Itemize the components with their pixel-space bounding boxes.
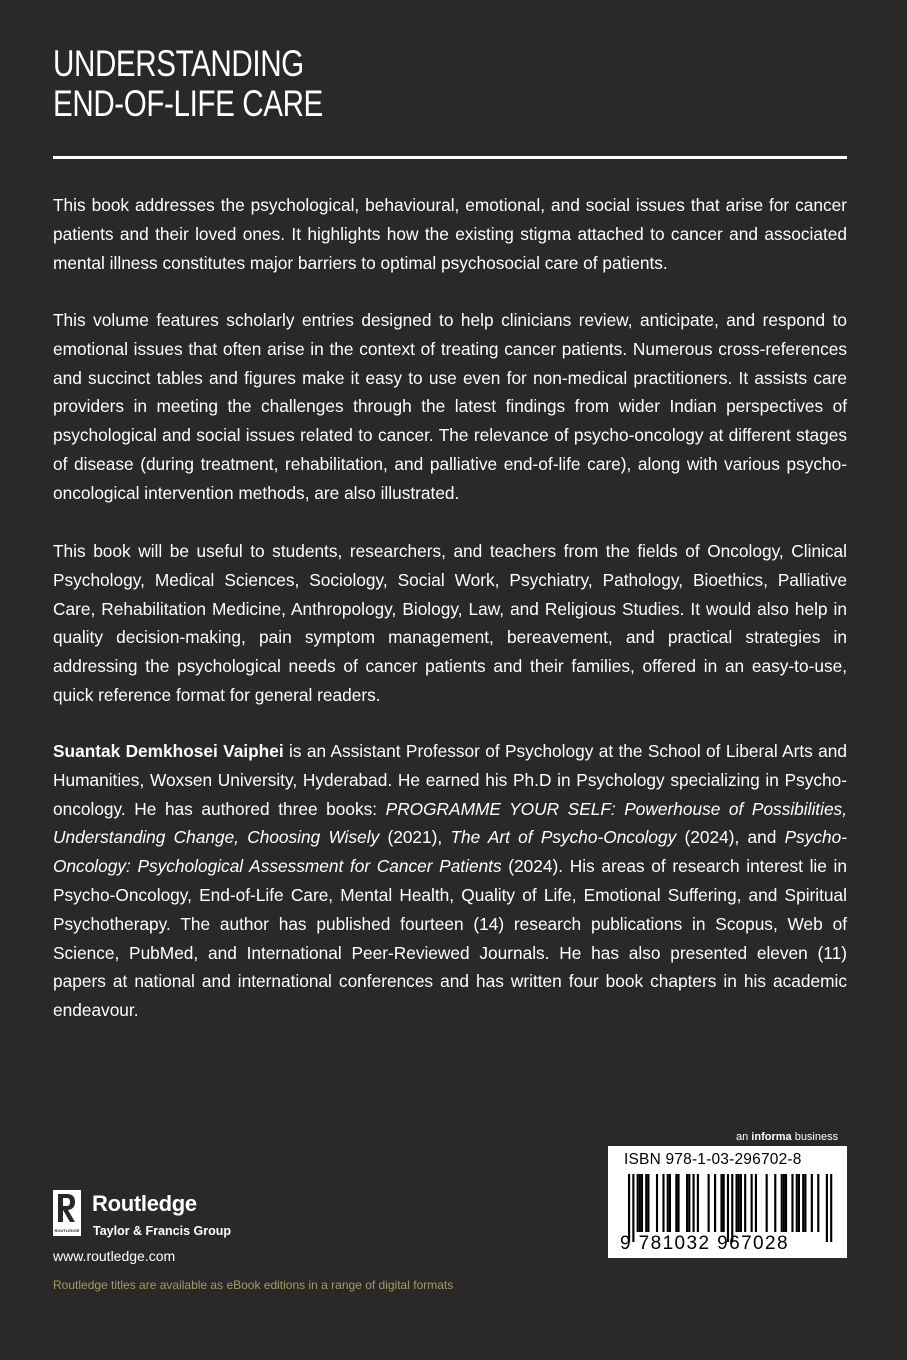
author-bio [53,737,847,1025]
barcode-bar [641,1174,643,1232]
barcode-bar [738,1174,740,1232]
author-name: Suantak Demkhosei Vaiphei [53,741,284,761]
isbn-barcode [608,1146,847,1258]
barcode-bar [667,1174,669,1232]
barcode-bar [639,1174,641,1232]
barcode-bar [736,1174,738,1232]
barcode-bar [686,1174,688,1232]
informa-business-tag [736,1131,838,1143]
author-bio-text-4: (2024). His areas of research interest lie in Psycho-Oncology, End-of-Life Care, Mental Health, Quality of Life, Emotional Suffering, and Spiritual Psychotherapy. The author has published fourteen (14) research publications in Scopus, Web of Science, PubMed, and International Peer-Reviewed Journals. He has also presented eleven (11) papers at national and international conferences and has written four book chapters in his academic endeavour. [53,856,847,1021]
author-book-2: The Art of Psycho-Oncology [450,827,677,848]
barcode-bar [802,1174,804,1232]
publisher-group: Taylor & Francis Group [93,1224,231,1238]
barcode-bar [693,1174,695,1232]
barcode-bar [677,1174,679,1232]
routledge-logo-icon [53,1190,81,1236]
barcode-digits [620,1233,789,1255]
barcode-bar [781,1174,783,1232]
barcode-bar [645,1174,647,1232]
description-paragraph-1: This book addresses the psychological, behavioural, emotional, and social issues that arise for cancer patients and their loved ones. It highlights how the existing stigma attached to cancer and associated mental illness constitutes major barriers to optimal psychosocial care of patients. [53,195,847,273]
barcode-bar [774,1174,776,1232]
barcode-bar [662,1174,664,1232]
barcode-guard-bar [731,1174,733,1242]
publisher-name: Routledge [92,1191,197,1216]
barcode-bar [720,1174,722,1232]
barcode-bar [783,1174,785,1232]
description-paragraph-3: This book will be useful to students, researchers, and teachers from the fields of Oncology, Clinical Psychology, Medical Sciences, Sociology, Social Work, Psychiatry, Pathology, Bioethics, Palliative Care, Rehabilitation Medicine, Anthropology, Biology, Law, and Religious Studies. It would also help in quality decision-making, pain symptom management, bereavement, and practical strategies in addressing the psychological needs of cancer patients and their families, offered in an easy-to-use, quick reference format for general readers. [53,541,847,705]
informa-prefix: an [736,1131,752,1143]
barcode-bar [755,1174,757,1232]
barcode-bar [647,1174,649,1232]
barcode-bar [796,1174,798,1232]
informa-suffix: business [791,1131,839,1143]
barcode-bar [697,1174,699,1232]
book-title-line-1: UNDERSTANDING [53,43,304,84]
description-paragraph-2: This volume features scholarly entries designed to help clinicians review, anticipate, and respond to emotional issues that often arise in the context of treating cancer patients. Numerous cross-references and succinct tables and figures make it easy to use even for non-medical practitioners. It assists care providers in meeting the challenges through the latest findings from wider Indian perspectives of psychological and social issues related to cancer. The relevance of psycho-oncology at different stages of disease (during treatment, rehabilitation, and palliative end-of-life care), along with various psycho-oncological intervention methods, are also illustrated. [53,310,847,503]
barcode-bar [714,1174,716,1232]
barcode-bar [791,1174,793,1232]
barcode-bar [817,1174,819,1232]
barcode-guard-bar [628,1174,630,1242]
author-bio-text-3: (2024), and [676,827,785,848]
title-divider [53,156,847,159]
barcode-guard-bar [826,1174,828,1242]
barcode-bar [766,1174,768,1232]
barcode-digits-right: 967028 [717,1233,789,1254]
barcode-bar [811,1174,813,1232]
author-bio-text-2: (2021), [379,827,451,848]
informa-brand: informa [751,1131,792,1143]
barcode-bar [740,1174,742,1232]
barcode-guard-bar [632,1174,634,1242]
barcode-bar [656,1174,658,1232]
barcode-bar [751,1174,753,1232]
barcode-bar [804,1174,806,1232]
barcode-bar [723,1174,725,1232]
author-bio-text-1: is an Assistant Professor of Psychology at the School of Liberal Arts and Humanities, Woxsen University, Hyderabad. He earned his Ph.D in Psychology specializing in Psycho-oncology. He has authored three books: [53,741,847,819]
barcode-digits-left: 781032 [638,1233,711,1254]
barcode-bar [675,1174,677,1232]
barcode-bar [798,1174,800,1232]
barcode-bar [744,1174,746,1232]
barcode-digit-lead: 9 [620,1233,632,1254]
barcode-guard-bar [727,1174,729,1242]
barcode-bar [785,1174,787,1232]
barcode-bar [669,1174,671,1232]
author-book-1: PROGRAMME YOUR SELF: Powerhouse of Possibilities, Understanding Change, Choosing Wisely [53,798,847,848]
barcode-bar [637,1174,639,1232]
ebook-availability-note: Routledge titles are available as eBook editions in a range of digital formats [53,1278,454,1292]
book-title-line-2: END-OF-LIFE CARE [53,83,323,124]
author-book-3: Psycho-Oncology: Psychological Assessment for Cancer Patients [53,827,848,877]
publisher-url[interactable]: www.routledge.com [53,1248,176,1264]
routledge-logo-wordmark: ROUTLEDGE [54,1228,80,1233]
isbn-label: ISBN 978-1-03-296702-8 [624,1151,802,1168]
barcode-bar [708,1174,710,1232]
barcode-guard-bar [830,1174,832,1242]
barcode-bar [688,1174,690,1232]
book-title [53,44,323,124]
